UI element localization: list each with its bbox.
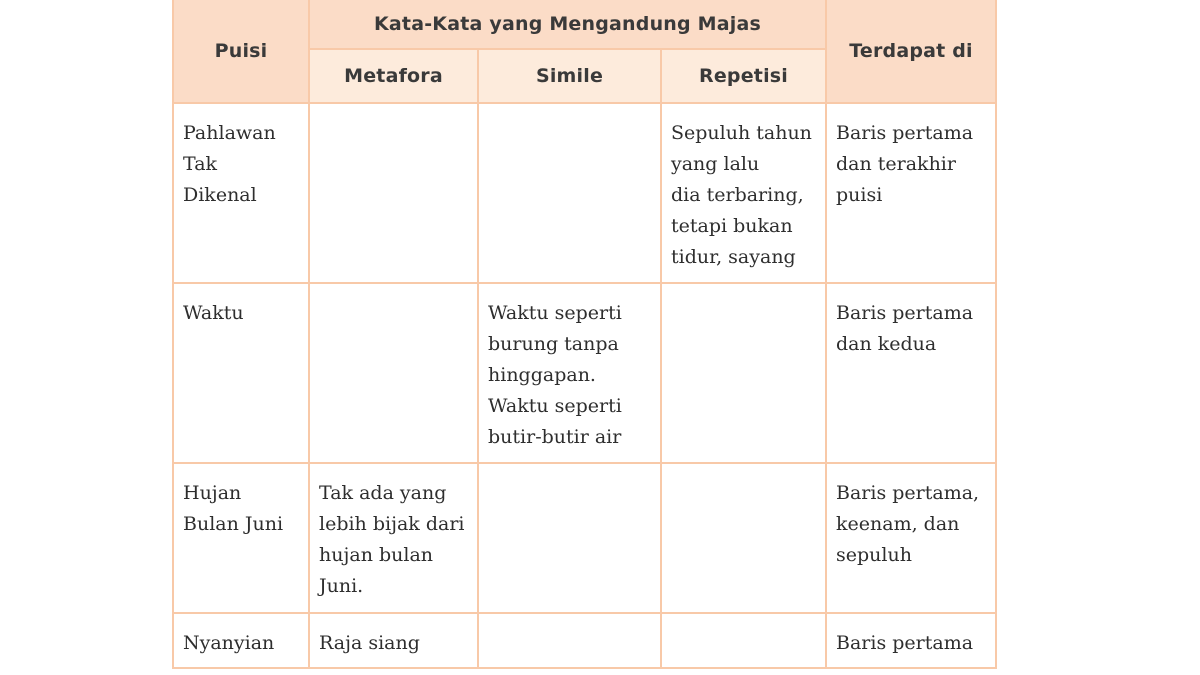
cell-terdapat-di: Baris pertama dan terakhir puisi — [826, 103, 996, 283]
cell-repetisi — [661, 283, 826, 463]
header-simile: Simile — [478, 49, 661, 103]
cell-terdapat-di: Baris pertama, keenam, dan sepuluh — [826, 463, 996, 613]
cell-puisi: Pahlawan Tak Dikenal — [173, 103, 309, 283]
cell-puisi: Nyanyian — [173, 613, 309, 668]
header-puisi: Puisi — [173, 0, 309, 103]
majas-table — [172, 0, 997, 669]
cell-puisi: Hujan Bulan Juni — [173, 463, 309, 613]
table-row — [173, 613, 996, 668]
header-row-main — [173, 0, 996, 49]
cell-simile — [478, 613, 661, 668]
cell-metafora — [309, 103, 478, 283]
header-repetisi: Repetisi — [661, 49, 826, 103]
header-majas-group: Kata-Kata yang Mengandung Majas — [309, 0, 826, 49]
cell-metafora — [309, 283, 478, 463]
cell-simile: Waktu seperti burung tanpa hinggapan. Waktu seperti butir-butir air — [478, 283, 661, 463]
cell-terdapat-di: Baris pertama dan kedua — [826, 283, 996, 463]
table-row — [173, 283, 996, 463]
cell-metafora: Tak ada yang lebih bijak dari hujan bulan Juni. — [309, 463, 478, 613]
header-terdapat-di: Terdapat di — [826, 0, 996, 103]
cell-metafora: Raja siang — [309, 613, 478, 668]
cell-terdapat-di: Baris pertama — [826, 613, 996, 668]
table-row — [173, 103, 996, 283]
cell-simile — [478, 103, 661, 283]
majas-table-container — [172, 0, 995, 669]
cell-repetisi: Sepuluh tahun yang lalu dia terbaring, tetapi bukan tidur, sayang — [661, 103, 826, 283]
cell-simile — [478, 463, 661, 613]
header-metafora: Metafora — [309, 49, 478, 103]
cell-repetisi — [661, 463, 826, 613]
cell-puisi: Waktu — [173, 283, 309, 463]
cell-repetisi — [661, 613, 826, 668]
table-row — [173, 463, 996, 613]
